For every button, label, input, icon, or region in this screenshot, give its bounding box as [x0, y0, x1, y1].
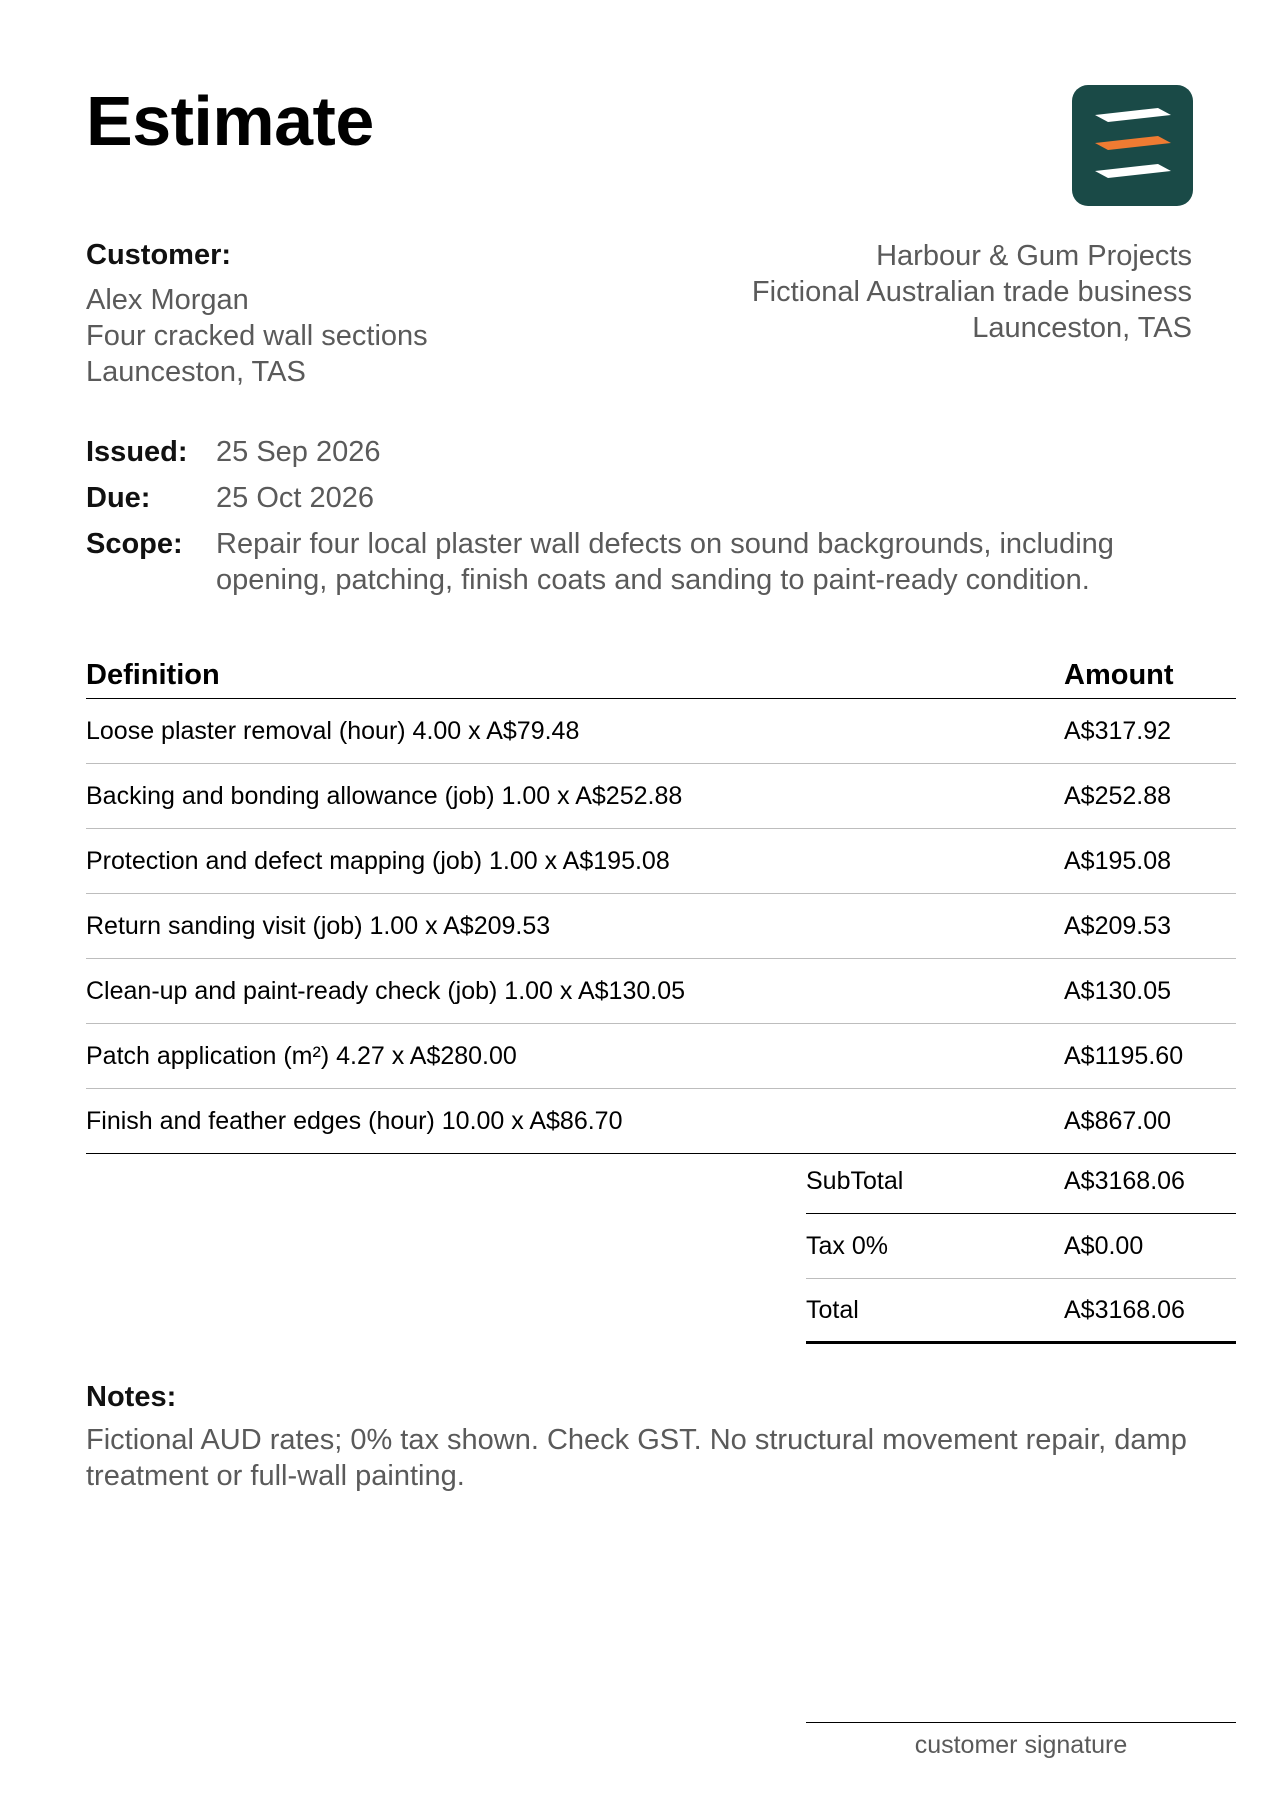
row-definition: Patch application (m²) 4.27 x A$280.00	[86, 1041, 517, 1070]
row-amount: A$130.05	[1064, 976, 1172, 1005]
row-definition: Loose plaster removal (hour) 4.00 x A$79.48	[86, 716, 580, 745]
due-value: 25 Oct 2026	[216, 482, 374, 514]
customer-block	[86, 238, 646, 390]
row-definition: Return sanding visit (job) 1.00 x A$209.53	[86, 911, 551, 940]
tax-label: Tax 0%	[806, 1231, 888, 1260]
company-name: Harbour & Gum Projects	[876, 240, 1192, 272]
tax-row	[806, 1214, 1236, 1279]
company-block	[592, 238, 1192, 346]
company-location: Launceston, TAS	[972, 312, 1192, 344]
customer-location: Launceston, TAS	[86, 356, 306, 388]
row-amount: A$317.92	[1064, 716, 1172, 745]
row-definition: Clean-up and paint-ready check (job) 1.00 x A$130.05	[86, 976, 685, 1005]
company-tagline: Fictional Australian trade business	[751, 276, 1192, 308]
notes-label: Notes:	[86, 1381, 177, 1413]
customer-signature-line	[806, 1722, 1236, 1760]
table-row	[86, 829, 1236, 894]
notes-text: Fictional AUD rates; 0% tax shown. Check GST. No structural movement repair, damp treatment or full-wall painting.	[86, 1424, 1187, 1492]
notes-block	[86, 1380, 1196, 1494]
total-row	[806, 1279, 1236, 1344]
signature-label: customer signature	[914, 1731, 1128, 1759]
table-header	[86, 655, 1236, 699]
company-logo	[1072, 85, 1193, 206]
issued-row	[86, 434, 1196, 470]
customer-label: Customer:	[86, 239, 232, 271]
row-amount: A$252.88	[1064, 781, 1172, 810]
row-amount: A$209.53	[1064, 911, 1172, 940]
table-row	[86, 894, 1236, 959]
table-row	[86, 1024, 1236, 1089]
definition-header: Definition	[86, 659, 220, 691]
line-items-table	[86, 655, 1236, 1154]
due-row	[86, 480, 1196, 516]
stacked-layers-icon	[1072, 85, 1193, 206]
subtotal-label: SubTotal	[806, 1166, 904, 1195]
amount-header: Amount	[1064, 659, 1174, 691]
row-definition: Backing and bonding allowance (job) 1.00 x A$252.88	[86, 781, 683, 810]
customer-description: Four cracked wall sections	[86, 320, 428, 352]
table-row	[86, 699, 1236, 764]
estimate-meta	[86, 434, 1196, 608]
table-row	[86, 1089, 1236, 1154]
subtotal-value: A$3168.06	[1064, 1166, 1185, 1195]
due-label: Due:	[86, 482, 151, 514]
scope-value: Repair four local plaster wall defects on sound backgrounds, including opening, patching, finish coats and sanding to paint-ready condition.	[216, 528, 1114, 596]
document-title: Estimate	[86, 82, 374, 160]
row-definition: Protection and defect mapping (job) 1.00 x A$195.08	[86, 846, 670, 875]
scope-row	[86, 526, 1196, 598]
customer-name: Alex Morgan	[86, 284, 249, 316]
row-amount: A$867.00	[1064, 1106, 1172, 1135]
subtotal-row	[806, 1149, 1236, 1214]
row-definition: Finish and feather edges (hour) 10.00 x A$86.70	[86, 1106, 623, 1135]
table-row	[86, 959, 1236, 1024]
totals-block	[806, 1149, 1236, 1344]
table-body	[86, 699, 1236, 1154]
row-amount: A$1195.60	[1064, 1041, 1184, 1070]
total-label: Total	[806, 1295, 859, 1324]
total-value: A$3168.06	[1064, 1295, 1185, 1324]
issued-label: Issued:	[86, 436, 188, 468]
row-amount: A$195.08	[1064, 846, 1172, 875]
table-row	[86, 764, 1236, 829]
issued-value: 25 Sep 2026	[216, 436, 381, 468]
scope-label: Scope:	[86, 528, 183, 560]
tax-value: A$0.00	[1064, 1231, 1144, 1260]
